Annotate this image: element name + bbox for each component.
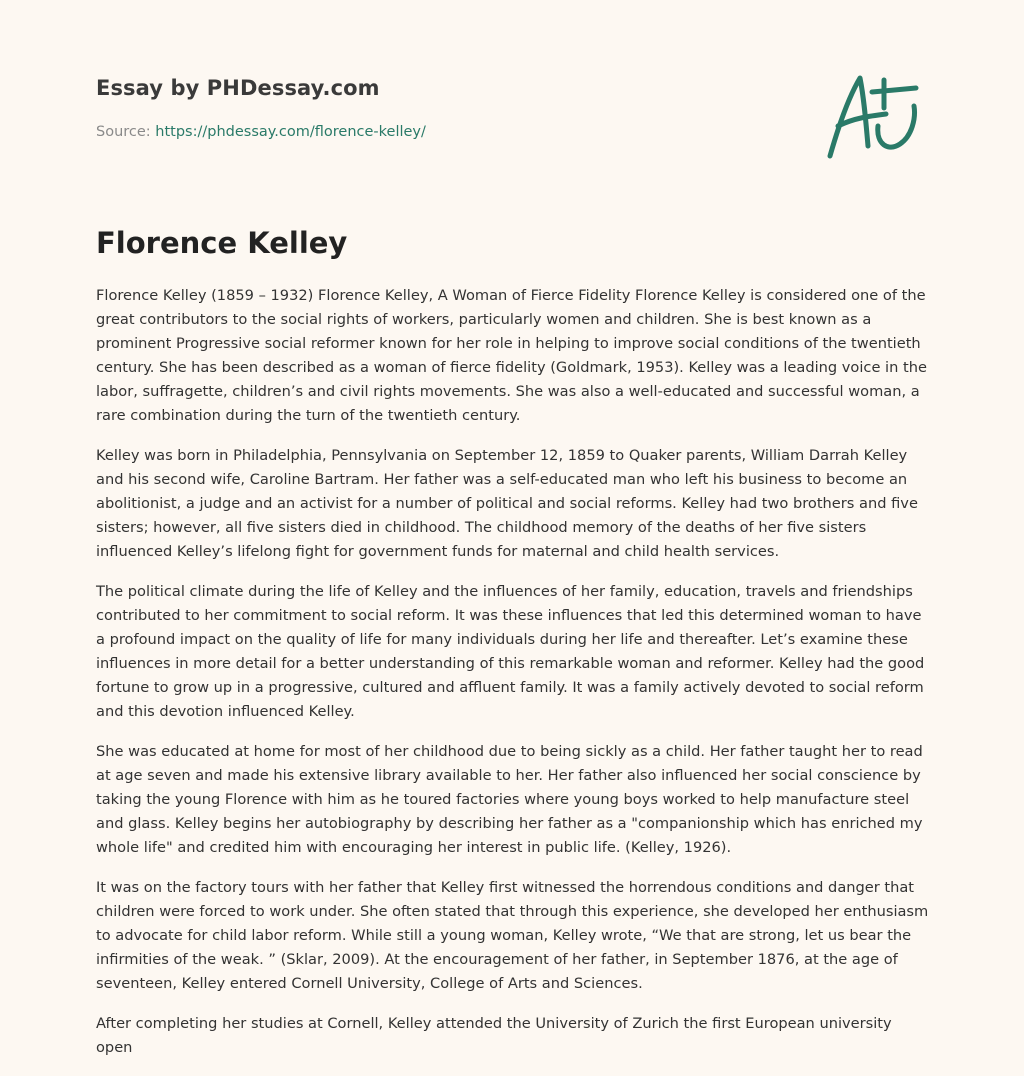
paragraph: The political climate during the life of Kelley and the influences of her family, education, travels and friendships contributed to her commitment to social reform. It was these influences that led this determined woman to have a profound impact on the quality of life for many individuals during her life and thereafter. Let’s examine these influences in more detail for a better understanding of this remarkable woman and reformer. Kelley had the good fortune to grow up in a progressive, cultured and affluent family. It was a family actively devoted to social reform and this devotion influenced Kelley.	[96, 583, 925, 720]
paragraph: After completing her studies at Cornell, Kelley attended the University of Zurich the first European university open	[96, 1015, 892, 1056]
article-title: Florence Kelley	[96, 226, 348, 260]
source-label: Source:	[96, 124, 156, 140]
paragraph: Florence Kelley (1859 – 1932) Florence Kelley, A Woman of Fierce Fidelity Florence Kelley is considered one of the great contributors to the social rights of workers, particularly women and children. She is best known as a prominent Progressive social reformer known for her role in helping to improve social conditions of the twentieth century. She has been described as a woman of fierce fidelity (Goldmark, 1953). Kelley was a leading voice in the labor, suffragette, children’s and civil rights movements. She was also a well-educated and successful woman, a rare combination during the turn of the twentieth century.	[96, 287, 927, 424]
a-plus-grade-icon	[820, 68, 930, 164]
article-body	[96, 284, 932, 1076]
source-link[interactable]: https://phdessay.com/florence-kelley/	[155, 124, 426, 140]
site-brand: Essay by PHDessay.com	[96, 76, 380, 100]
paragraph: Kelley was born in Philadelphia, Pennsylvania on September 12, 1859 to Quaker parents, William Darrah Kelley and his second wife, Caroline Bartram. Her father was a self-educated man who left his business to become an abolitionist, a judge and an activist for a number of political and social reforms. Kelley had two brothers and five sisters; however, all five sisters died in childhood. The childhood memory of the deaths of her five sisters influenced Kelley’s lifelong fight for government funds for maternal and child health services.	[96, 447, 918, 560]
paragraph: It was on the factory tours with her father that Kelley first witnessed the horrendous conditions and danger that children were forced to work under. She often stated that through this experience, she developed her enthusiasm to advocate for child labor reform. While still a young woman, Kelley wrote, “We that are strong, let us bear the infirmities of the weak. ” (Sklar, 2009). At the encouragement of her father, in September 1876, at the age of seventeen, Kelley entered Cornell University, College of Arts and Sciences.	[96, 879, 929, 992]
paragraph: She was educated at home for most of her childhood due to being sickly as a child. Her father taught her to read at age seven and made his extensive library available to her. Her father also influenced her social conscience by taking the young Florence with him as he toured factories where young boys worked to help manufacture steel and glass. Kelley begins her autobiography by describing her father as a "companionship which has enriched my whole life" and credited him with encouraging her interest in public life. (Kelley, 1926).	[96, 743, 923, 856]
source-line	[96, 124, 426, 140]
